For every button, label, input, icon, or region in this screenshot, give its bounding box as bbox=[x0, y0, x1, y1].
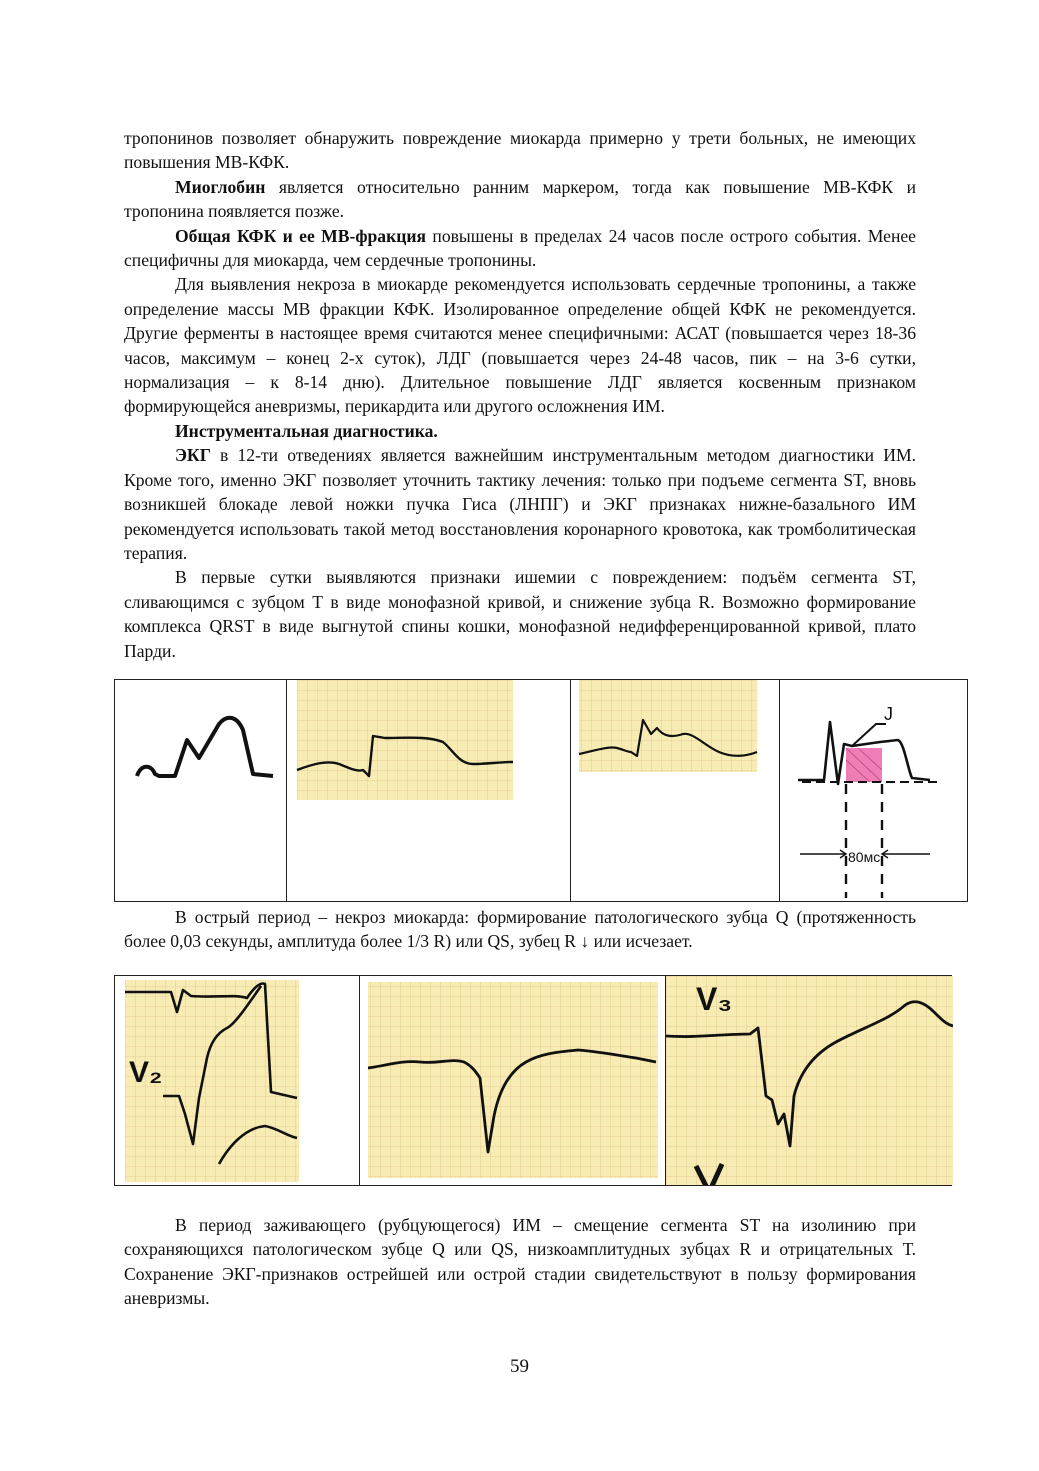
label-v3: V₃ bbox=[696, 981, 733, 1017]
paragraph-myoglobin: Миоглобин является относительно ранним маркером, тогда как повышение МВ-КФК и тропонина появляется позже. bbox=[124, 176, 916, 222]
ecg-cell-v2 bbox=[115, 976, 360, 1185]
heading-instrumental: Инструментальная диагностика. bbox=[175, 420, 438, 441]
ecg-cell-qs bbox=[360, 976, 666, 1185]
text-mid bbox=[124, 905, 916, 954]
ecg-cell-monophasic bbox=[115, 680, 287, 901]
text-bottom bbox=[124, 1213, 916, 1311]
page-number: 59 bbox=[510, 1356, 529, 1377]
ecg-diagram-j-point bbox=[780, 680, 969, 901]
ecg-cell-pardee bbox=[571, 680, 780, 901]
ecg-trace-qs bbox=[360, 976, 666, 1185]
ecg-figure-necrosis bbox=[114, 975, 952, 1186]
paragraph-acute-period: В острый период – некроз миокарда: формирование патологического зубца Q (протяженность более 0,03 секунды, амплитуда более 1/3 R) или QS, зубец R ↓ или исчезает. bbox=[124, 907, 916, 952]
ecg-trace-plateau bbox=[287, 680, 571, 901]
ecg-trace-v2 bbox=[115, 976, 360, 1185]
paragraph-ecg: ЭКГ в 12-ти отведениях является важнейшим инструментальным методом диагностики ИМ. Кроме того, именно ЭКГ позволяет уточнить тактику лечения: только при подъеме сегмента ST, вновь возникшей блокаде левой ножки пучка Гиса (ЛНПГ) и ЭКГ признаках нижне-базального ИМ рекомендуется использовать такой метод восстановления коронарного кровотока, как тромболитическая терапия. bbox=[124, 445, 916, 563]
ecg-trace-monophasic bbox=[115, 680, 287, 901]
ecg-figure-ischemia bbox=[114, 679, 968, 902]
label-v2: V₂ bbox=[129, 1056, 163, 1089]
ecg-trace-v3 bbox=[666, 976, 953, 1185]
paragraph-first-day: В первые сутки выявляются признаки ишемии с повреждением: подъём сегмента ST, сливающимся с зубцом Т в виде монофазной кривой, и снижение зубца R. Возможно формирование комплекса QRST в виде выгнутой спины кошки, монофазной недифференцированной кривой, плато Парди. bbox=[124, 567, 916, 661]
text-top bbox=[124, 126, 916, 663]
label-j: J bbox=[884, 704, 893, 724]
paragraph-troponins: тропонинов позволяет обнаружить повреждение миокарда примерно у трети больных, не имеющих повышения МВ-КФК. bbox=[124, 128, 916, 173]
ecg-cell-j-point bbox=[780, 680, 969, 901]
paragraph-healing-period: В период заживающего (рубцующегося) ИМ – смещение сегмента ST на изолинию при сохраняющихся патологическом зубце Q или QS, низкоамплитудных зубцах R и отрицательных Т. Сохранение ЭКГ-признаков острейшей или острой стадии свидетельствуют в пользу формирования аневризмы. bbox=[124, 1215, 916, 1309]
paragraph-necrosis-markers: Для выявления некроза в миокарде рекомендуется использовать сердечные тропонины, а также определение массы МВ фракции КФК. Изолированное определение общей КФК не рекомендуется. Другие ферменты в настоящее время считаются менее специфичными: АСАТ (повышается через 18-36 часов, максимум – конец 2-х суток), ЛДГ (повышается через 24-48 часов, пик – на 3-6 сутки, нормализация – к 8-14 дню). Длительное повышение ЛДГ является косвенным признаком формирующейся аневризмы, перикардита или другого осложнения ИМ. bbox=[124, 274, 916, 417]
label-80ms: 80мс bbox=[848, 849, 881, 865]
ecg-cell-plateau bbox=[287, 680, 571, 901]
ecg-trace-pardee bbox=[571, 680, 780, 901]
paragraph-ck-mb: Общая КФК и ее МВ-фракция повышены в пределах 24 часов после острого события. Менее специфичны для миокарда, чем сердечные тропонины. bbox=[124, 225, 916, 271]
ecg-cell-v3 bbox=[666, 976, 953, 1185]
